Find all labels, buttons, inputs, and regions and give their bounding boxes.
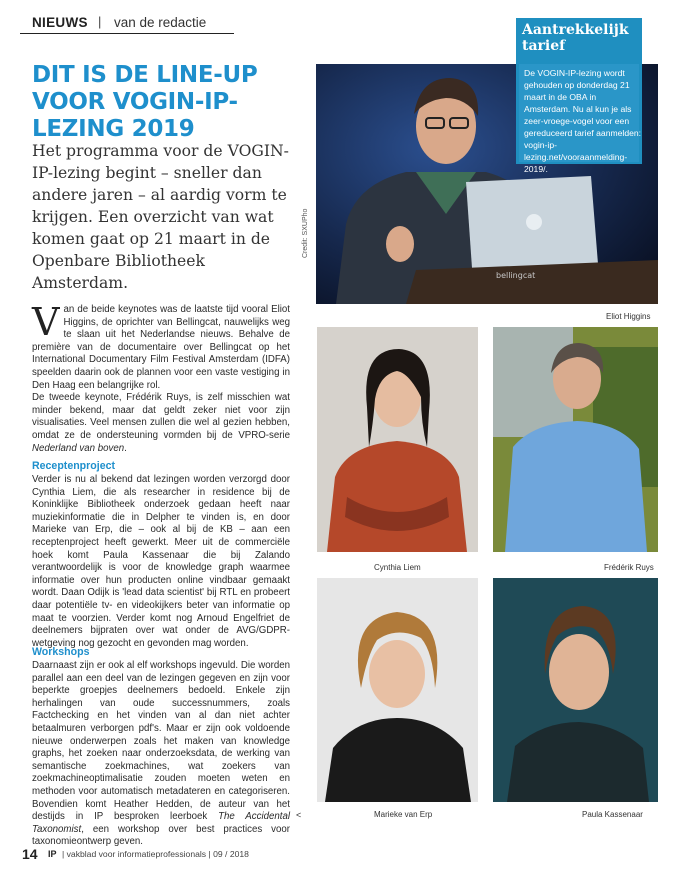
footer-logo: IP: [48, 849, 57, 859]
photo-credit: Credit: SXUPho: [302, 208, 309, 258]
caption-frederik: Frédérik Ruys: [604, 563, 654, 572]
page-number: 14: [22, 846, 38, 862]
body-intro: Van de beide keynotes was de laatste tijd vooral Eliot Higgins, de oprichter van Bellingcat, nauwelijks weg te slaan uit het Nederlandse nieuws. Behalve de première van de documentaire over Bellingcat op het International Documentary Film Festival Amsterdam (IDFA) speelden daarin ook de plannen voor een vaste vestiging in Den Haag een belangrijke rol. De tweede keynote, Frédérik Ruys, is zelf misschien wat minder bekend, maar dat geldt zeker niet voor zijn visualisaties. Veel mensen zullen die wel al gezien hebben, omdat ze de ondersteuning vormden bij de VPRO-serie Nederland van boven.: [32, 300, 290, 454]
photo-frederik-ruys: [493, 327, 658, 552]
article-lead: Het programma voor de VOGIN-IP-lezing begint – sneller dan andere jaren – al aardig vorm te krijgen. Een overzicht van wat komen gaat op 21 maart in de Openbare Bibliotheek Amsterdam.: [32, 142, 289, 292]
section-separator: |: [98, 14, 102, 29]
caption-eliot: Eliot Higgins: [606, 312, 651, 321]
header-rule: [20, 33, 234, 34]
section-label: NIEUWS: [32, 15, 88, 30]
end-mark: <: [296, 810, 302, 820]
caption-cynthia: Cynthia Liem: [374, 563, 421, 572]
subhead-receptenproject: Receptenproject: [32, 460, 116, 472]
article-title: DIT IS DE LINE-UP VOOR VOGIN-IP-LEZING 2019: [32, 62, 258, 142]
dropcap: V: [32, 300, 60, 344]
sidebar-title: Aantrekkelijk tarief: [522, 22, 629, 54]
laptop-label: bellingcat: [496, 271, 536, 280]
series-name: Nederland van boven: [32, 442, 125, 454]
photo-paula-kassenaar: [493, 578, 658, 802]
paragraph-keynote-1: an de beide keynotes was de laatste tijd vooral Eliot Higgins, de oprichter van Bellingcat, nauwelijks weg te slaan uit het Nederlandse nieuws. Behalve de première van de documentaire over Bellingcat op het International Documentary Film Festival Amsterdam (IDFA) speelden daarin ook de plannen voor een vaste vestiging in Den Haag een belangrijke rol.: [32, 304, 290, 391]
sidebar-text: De VOGIN-IP-lezing wordt gehouden op donderdag 21 maart in de OBA in Amsterdam. Nu al kun je als zeer-vroege-vogel voor een gereduceerd tarief aanmelden: vogin-ip-lezing.net/vooraanmelding-2019/.: [524, 68, 642, 174]
caption-marieke: Marieke van Erp: [374, 810, 433, 819]
photo-marieke-van-erp: [317, 578, 478, 802]
book-title: The Accidental Taxonomist: [32, 811, 290, 835]
footer-text: | vakblad voor informatieprofessionals | 09 / 2018: [62, 849, 249, 859]
paragraph-receptenproject: Verder is nu al bekend dat lezingen worden verzorgd door Cynthia Liem, die als researcher in residence bij de Koninklijke Bibliotheek onderzoek gedaan heeft naar muziekinformatie die in Delpher te vinden is, en door Marieke van Erp, die – ook al bij de KB – aan een receptenproject heeft gewerkt. Meer uit de commerciële hoek komt Paula Kassenaar die bij Zalando verantwoordelijk is voor de knowledge graph waarmee informatie over hun producten online vindbaar gemaakt wordt. Daan Odijk is 'lead data scientist' bij RTL en probeert daar potentiële tv- en videokijkers beter van informatie op maat te voorzien. Verder komt nog Arnoud Engelfriet de deelnemers bijpraten over wat onder de AVG/GDPR-wetgeving nog gezocht en gevonden mag worden.: [32, 474, 290, 649]
paragraph-keynote-2: De tweede keynote, Frédérik Ruys, is zelf misschien wat minder bekend, maar dat geldt zeker niet voor zijn visualisaties. Veel mensen zullen die wel al gezien hebben, omdat ze de ondersteuning vormden bij de VPRO-serie: [32, 392, 290, 441]
paragraph-workshops: Daarnaast zijn er ook al elf workshops ingevuld. Die worden parallel aan een deel van de lezingen gegeven en zijn voor beperkte groepjes deelnemers bedoeld. Enkele zijn herhalingen van oude successnummers, zoals Factchecking en het vinden van al dan niet achter betaalmuren verborgen pdf's. Maar er zijn ook voldoende nieuwe onderwerpen zoals het maken van knowledge graphs, het zoeken naar onderzoeksdata, de werking van semantische zoekmachines, wat zoekers van zoekmachineoptimalisatie zouden moeten weten en methoden voor automatisch metadateren en categoriseren. Bovendien komt Heather Hedden, de auteur van het destijds in IP besproken leerboek The Accidental Taxonomist, een workshop over best practices voor taxonomieontwerp geven.: [32, 660, 290, 848]
section-subtitle: van de redactie: [114, 15, 207, 30]
caption-paula: Paula Kassenaar: [582, 810, 643, 819]
photo-cynthia-liem: [317, 327, 478, 552]
subhead-workshops: Workshops: [32, 646, 90, 658]
